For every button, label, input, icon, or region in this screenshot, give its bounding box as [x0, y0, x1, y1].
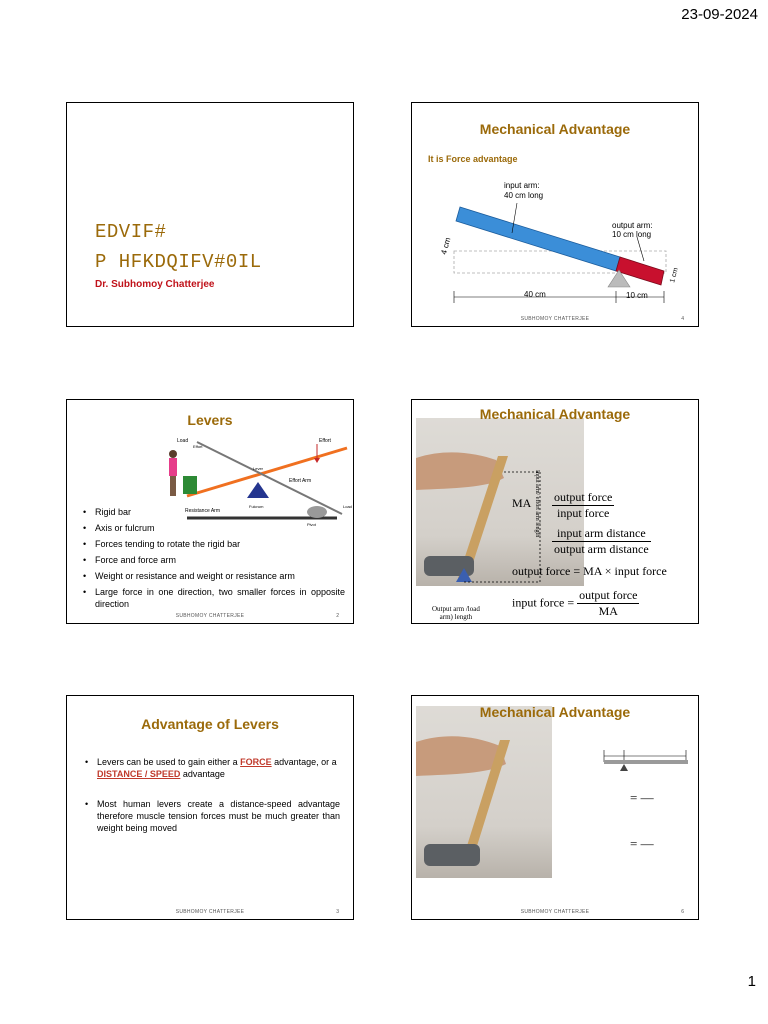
eq4-denominator: MA [598, 604, 618, 618]
output-arm-caption [432, 605, 480, 621]
hammer-photo [416, 706, 552, 878]
slide-footer: SUBHOMOY CHATTERJEE [175, 613, 245, 619]
formula-ma [512, 496, 531, 511]
b1-mid: advantage, or a [271, 757, 337, 767]
bullet-item: • Force and force arm [83, 554, 345, 566]
slide-1-title [66, 102, 354, 327]
levers-bullet-list [83, 506, 345, 614]
slide-footer: SUBHOMOY CHATTERJEE [520, 909, 590, 915]
height-1cm: 1 cm [669, 267, 680, 284]
vertical-label: Input arm/ effort arm length [534, 470, 540, 538]
label-lever: Lever [253, 466, 264, 471]
label-effort-small: Effort [193, 444, 203, 449]
dimension-40cm: 40 cm [524, 290, 546, 299]
bullet-item: • Large force in one direction, two smaller forces in opposite direction [83, 586, 345, 610]
force-fraction [552, 490, 614, 521]
page-date: 23-09-2024 [681, 6, 758, 23]
caption-line-2: arm) length [439, 613, 473, 621]
formula-force-ratio [552, 490, 614, 521]
blank-equation-2: = — [630, 836, 654, 851]
slide-3-advantage-of-levers [66, 695, 354, 920]
slide-number: 4 [681, 316, 684, 322]
caption-line-1: Output arm /load [432, 605, 480, 613]
b1-post: advantage [180, 769, 225, 779]
formula-input-force [512, 588, 639, 619]
slide-6-mechanical-advantage [411, 695, 699, 920]
input-force-lhs: input force = [512, 595, 575, 610]
label-load: Load [177, 438, 189, 444]
person-head [169, 450, 177, 458]
slide-number: 3 [336, 909, 339, 915]
output-force-numerator: output force [554, 490, 613, 504]
title-line-2: P HFKDQIFV#0IL [95, 251, 262, 273]
input-arm-board [456, 207, 620, 271]
bullet-item: • Forces tending to rotate the rigid bar [83, 538, 345, 550]
lever-bar [604, 760, 688, 764]
slide-title: Advantage of Levers [141, 716, 279, 732]
blank-equation-1: = — [630, 790, 654, 805]
formula-output-force: output force = MA × input force [512, 564, 667, 578]
label-fulcrum: Fulcrum [249, 504, 264, 509]
fulcrum-triangle [247, 482, 269, 498]
distance-speed-highlight: DISTANCE / SPEED [97, 769, 181, 779]
b1-pre: Levers can be used to gain either a [97, 757, 241, 767]
formula-distance-ratio [552, 526, 651, 557]
slide-subtitle: It is Force advantage [428, 154, 518, 164]
slide-title: Levers [187, 412, 233, 428]
slide-4-mechanical-advantage [411, 102, 699, 327]
label-resistance-arm: Resistance Arm [185, 508, 221, 514]
bullet-item: • Rigid bar [83, 506, 345, 518]
slide-title: Mechanical Advantage [479, 121, 631, 137]
output-arm-length: 10 cm long [612, 230, 652, 239]
output-arm-distance: output arm distance [554, 542, 649, 556]
bullet-item: • Weight or resistance and weight or resistance arm [83, 570, 345, 582]
label-effort-arm: Effort Arm [289, 478, 312, 484]
label-load-right: Load [343, 504, 352, 509]
author-name: Dr. Subhomoy Chatterjee [95, 279, 215, 290]
distance-fraction [552, 526, 651, 557]
advantage-bullet-list [85, 756, 340, 838]
person-legs [170, 476, 176, 496]
slide-footer: SUBHOMOY CHATTERJEE [520, 316, 590, 322]
slide-5-mechanical-advantage-formulas [411, 399, 699, 624]
slide-number: 2 [336, 613, 339, 619]
bullet-item: • Axis or fulcrum [83, 522, 345, 534]
title-line-1: EDVIF# [95, 221, 167, 243]
slide-2-levers [66, 399, 354, 624]
slide-number: 6 [681, 909, 684, 915]
force-highlight: FORCE [240, 757, 272, 767]
fulcrum-triangle [620, 764, 628, 771]
input-arm-length: 40 cm long [504, 191, 544, 200]
page-number: 1 [747, 973, 756, 990]
slide-title: Mechanical Advantage [479, 406, 631, 422]
lever-bar-diagram [602, 744, 692, 778]
hammer-illustration [416, 706, 552, 878]
input-force-fraction [577, 588, 639, 619]
load-block [183, 476, 197, 494]
output-arm-label: output arm: [612, 221, 653, 230]
input-arm-distance: input arm distance [552, 526, 651, 542]
label-effort: Effort [319, 438, 331, 444]
eq4-numerator: output force [579, 588, 638, 602]
person-body [169, 458, 177, 476]
slide-footer: SUBHOMOY CHATTERJEE [175, 909, 245, 915]
ma-symbol: MA [512, 496, 532, 510]
dimension-10cm: 10 cm [626, 291, 648, 300]
label-pivot: Pivot [307, 522, 316, 527]
lever-board-diagram [412, 173, 700, 333]
bullet-item-force-distance [85, 756, 340, 780]
bullet-item-human-levers: • Most human levers create a distance-speed advantage therefore muscle tension forces must be much greater than weight being moved [85, 798, 340, 834]
input-arm-label: input arm: [504, 181, 540, 190]
slide-title: Mechanical Advantage [479, 704, 631, 720]
height-4cm: 4 cm [439, 236, 453, 256]
input-force-denominator: input force [557, 506, 610, 520]
